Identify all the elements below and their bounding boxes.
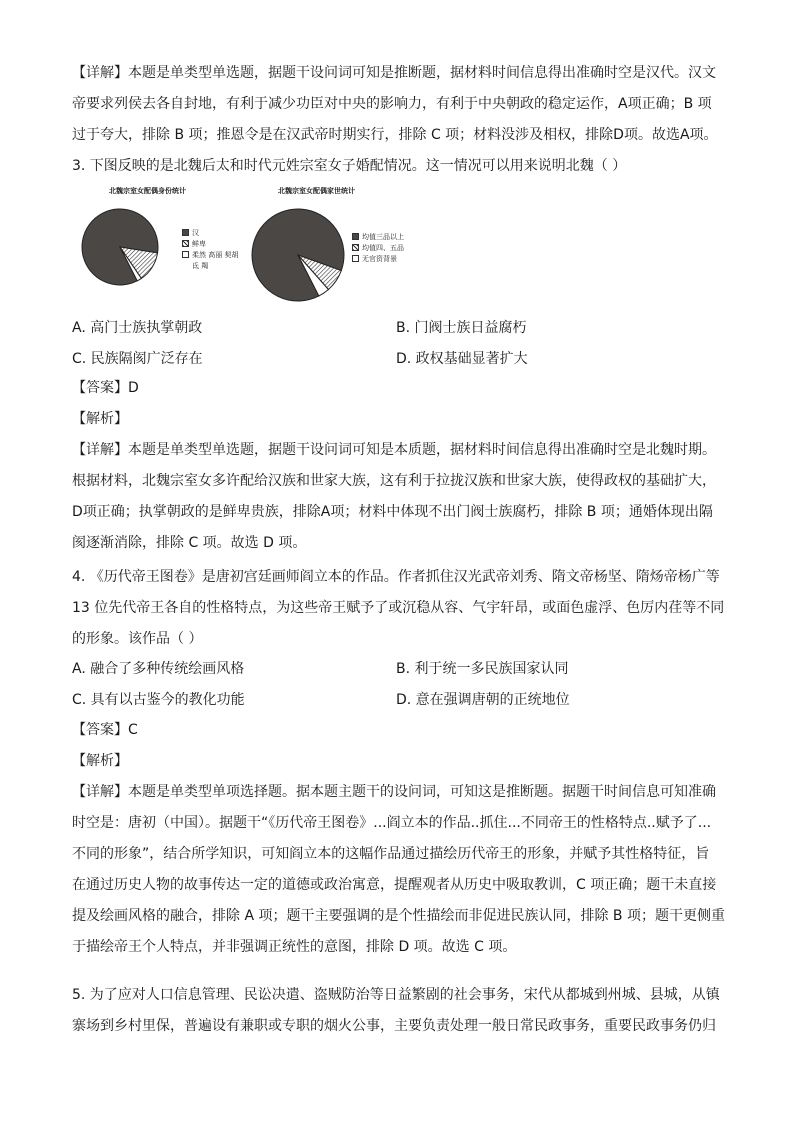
legend-swatch-dark — [352, 233, 359, 240]
legend-item — [182, 250, 242, 272]
q3-stem — [72, 151, 722, 182]
legend-swatch-dark — [182, 229, 189, 236]
legend-swatch-hatch — [182, 240, 189, 247]
q3-analysis-line: 根据材料，北魏宗室女多许配给汉族和世家大族，这有利于拉拢汉族和世家大族，使得政权的基础扩大， — [72, 473, 716, 489]
legend-label: 汉 — [192, 229, 199, 237]
chart2-legend — [352, 232, 404, 265]
legend-label: 鲜卑 — [192, 240, 206, 248]
q3-analysis-line: D项正确；执掌朝政的是鲜卑贵族，排除A项；材料中体现不出门阀士族腐朽，排除 B 项；通婚体现出隔 — [72, 504, 713, 520]
q5-stem — [72, 980, 722, 1042]
q4-stem-line: 的形象。该作品（ ） — [72, 631, 203, 647]
q4-option-b: B. 利于统一多民族国家认同 — [396, 661, 569, 677]
legend-label: 无官资背景 — [362, 255, 397, 263]
q2-analysis — [72, 58, 722, 151]
q4-option-a: A. 融合了多种传统绘画风格 — [72, 661, 245, 677]
q3-answer: 【答案】D — [72, 380, 139, 396]
q3-option-d: D. 政权基础显著扩大 — [396, 351, 528, 367]
q3-analysis-line: 【详解】本题是单类型单选题，据题干设问词可知是本质题，据材料时间信息得出准确时空是北魏时期。 — [72, 442, 716, 458]
chart1-legend — [182, 228, 242, 272]
q5-stem-line: 寨场到乡村里保，普遍设有兼职或专职的烟火公事，主要负责处理一般日常民政事务，重要民政事务仍归 — [72, 1018, 716, 1034]
q4-stem-line: 4. 《历代帝王图卷》是唐初宫廷画师阎立本的作品。作者抓住汉光武帝刘秀、隋文帝杨坚、隋炀帝杨广等 — [72, 569, 720, 585]
chart1-pie — [80, 207, 160, 287]
legend-label: 均值四、五品 — [362, 244, 404, 252]
q4-answer-block — [72, 715, 725, 963]
q2-analysis-line: 【详解】本题是单类型单选题，据题干设问词可知是推断题，据材料时间信息得出准确时空是汉代。汉文 — [72, 65, 716, 81]
legend-item — [352, 232, 404, 243]
q4-answer: 【答案】C — [72, 722, 138, 738]
q4-option-d: D. 意在强调唐朝的正统地位 — [396, 692, 570, 708]
legend-item — [352, 254, 404, 265]
legend-swatch-hatch — [352, 244, 359, 251]
q4-analysis-line: 时空是：唐初（中国）。据题干“《历代帝王图卷》...阎立本的作品..抓住...不同帝王的性格特点..赋予了... — [72, 815, 712, 831]
q4-option-c: C. 具有以古鉴今的教化功能 — [72, 692, 245, 708]
q3-option-c: C. 民族隔阂广泛存在 — [72, 351, 203, 367]
q3-figure — [72, 185, 412, 310]
q3-stem-text: 3. 下图反映的是北魏后太和时代元姓宗室女子婚配情况。这一情况可以用来说明北魏（ ） — [72, 158, 627, 174]
legend-item — [352, 243, 404, 254]
q4-analysis-line: 提及绘画风格的融合，排除 A 项；题干主要强调的是个性描绘而非促进民族认同，排除 B 项；题干更侧重 — [72, 908, 725, 924]
q4-analysis-tag: 【解析】 — [72, 753, 128, 769]
q3-option-b: B. 门阀士族日益腐朽 — [396, 320, 527, 336]
q2-analysis-line: 帝要求列侯去各自封地，有利于减少功臣对中央的影响力，有利于中央朝政的稳定运作，A项正确；B 项 — [72, 96, 712, 112]
q2-analysis-line: 过于夸大，排除 B 项；推恩令是在汉武帝时期实行，排除 C 项；材料没涉及相权，排除D项。故选A项。 — [72, 127, 718, 143]
q4-stem-line: 13 位先代帝王各自的性格特点，为这些帝王赋予了或沉稳从容、气宇轩昂，或面色虚浮、色厉内荏等不同 — [72, 600, 725, 616]
legend-swatch-white — [182, 251, 189, 258]
legend-label: 柔然 高丽 契胡 氐 羯 — [192, 251, 239, 270]
q3-option-a: A. 高门士族执掌朝政 — [72, 320, 203, 336]
chart2-pie — [250, 207, 346, 303]
legend-swatch-white — [352, 255, 359, 262]
q3-analysis-tag: 【解析】 — [72, 411, 128, 427]
q4-analysis-line: 不同的形象”，结合所学知识，可知阎立本的这幅作品通过描绘历代帝王的形象，并赋予其性格特征，旨 — [72, 846, 710, 862]
q5-stem-line: 5. 为了应对人口信息管理、民讼决遣、盗贼防治等日益繁剧的社会事务，宋代从都城到州城、县城，从镇 — [72, 987, 720, 1003]
chart2-title: 北魏宗室女配偶家世统计 — [278, 186, 355, 195]
legend-item — [182, 239, 242, 250]
q4-analysis-line: 在通过历史人物的故事传达一定的道德或政治寓意，提醒观者从历史中吸取教训，C 项正确；题干未直接 — [72, 877, 717, 893]
q4-analysis-line: 于描绘帝王个人特点，并非强调正统性的意图，排除 D 项。故选 C 项。 — [72, 939, 517, 955]
legend-label: 均值三品以上 — [362, 233, 404, 241]
q4-analysis-line: 【详解】本题是单类型单项选择题。据本题主题干的设问词，可知这是推断题。据题干时间信息可知准确 — [72, 784, 716, 800]
chart1-title: 北魏宗室女配偶身份统计 — [109, 186, 186, 195]
q3-answer-block — [72, 373, 722, 559]
q4-stem — [72, 562, 725, 655]
legend-item — [182, 228, 242, 239]
q3-analysis-line: 阂逐渐消除，排除 C 项。故选 D 项。 — [72, 535, 307, 551]
